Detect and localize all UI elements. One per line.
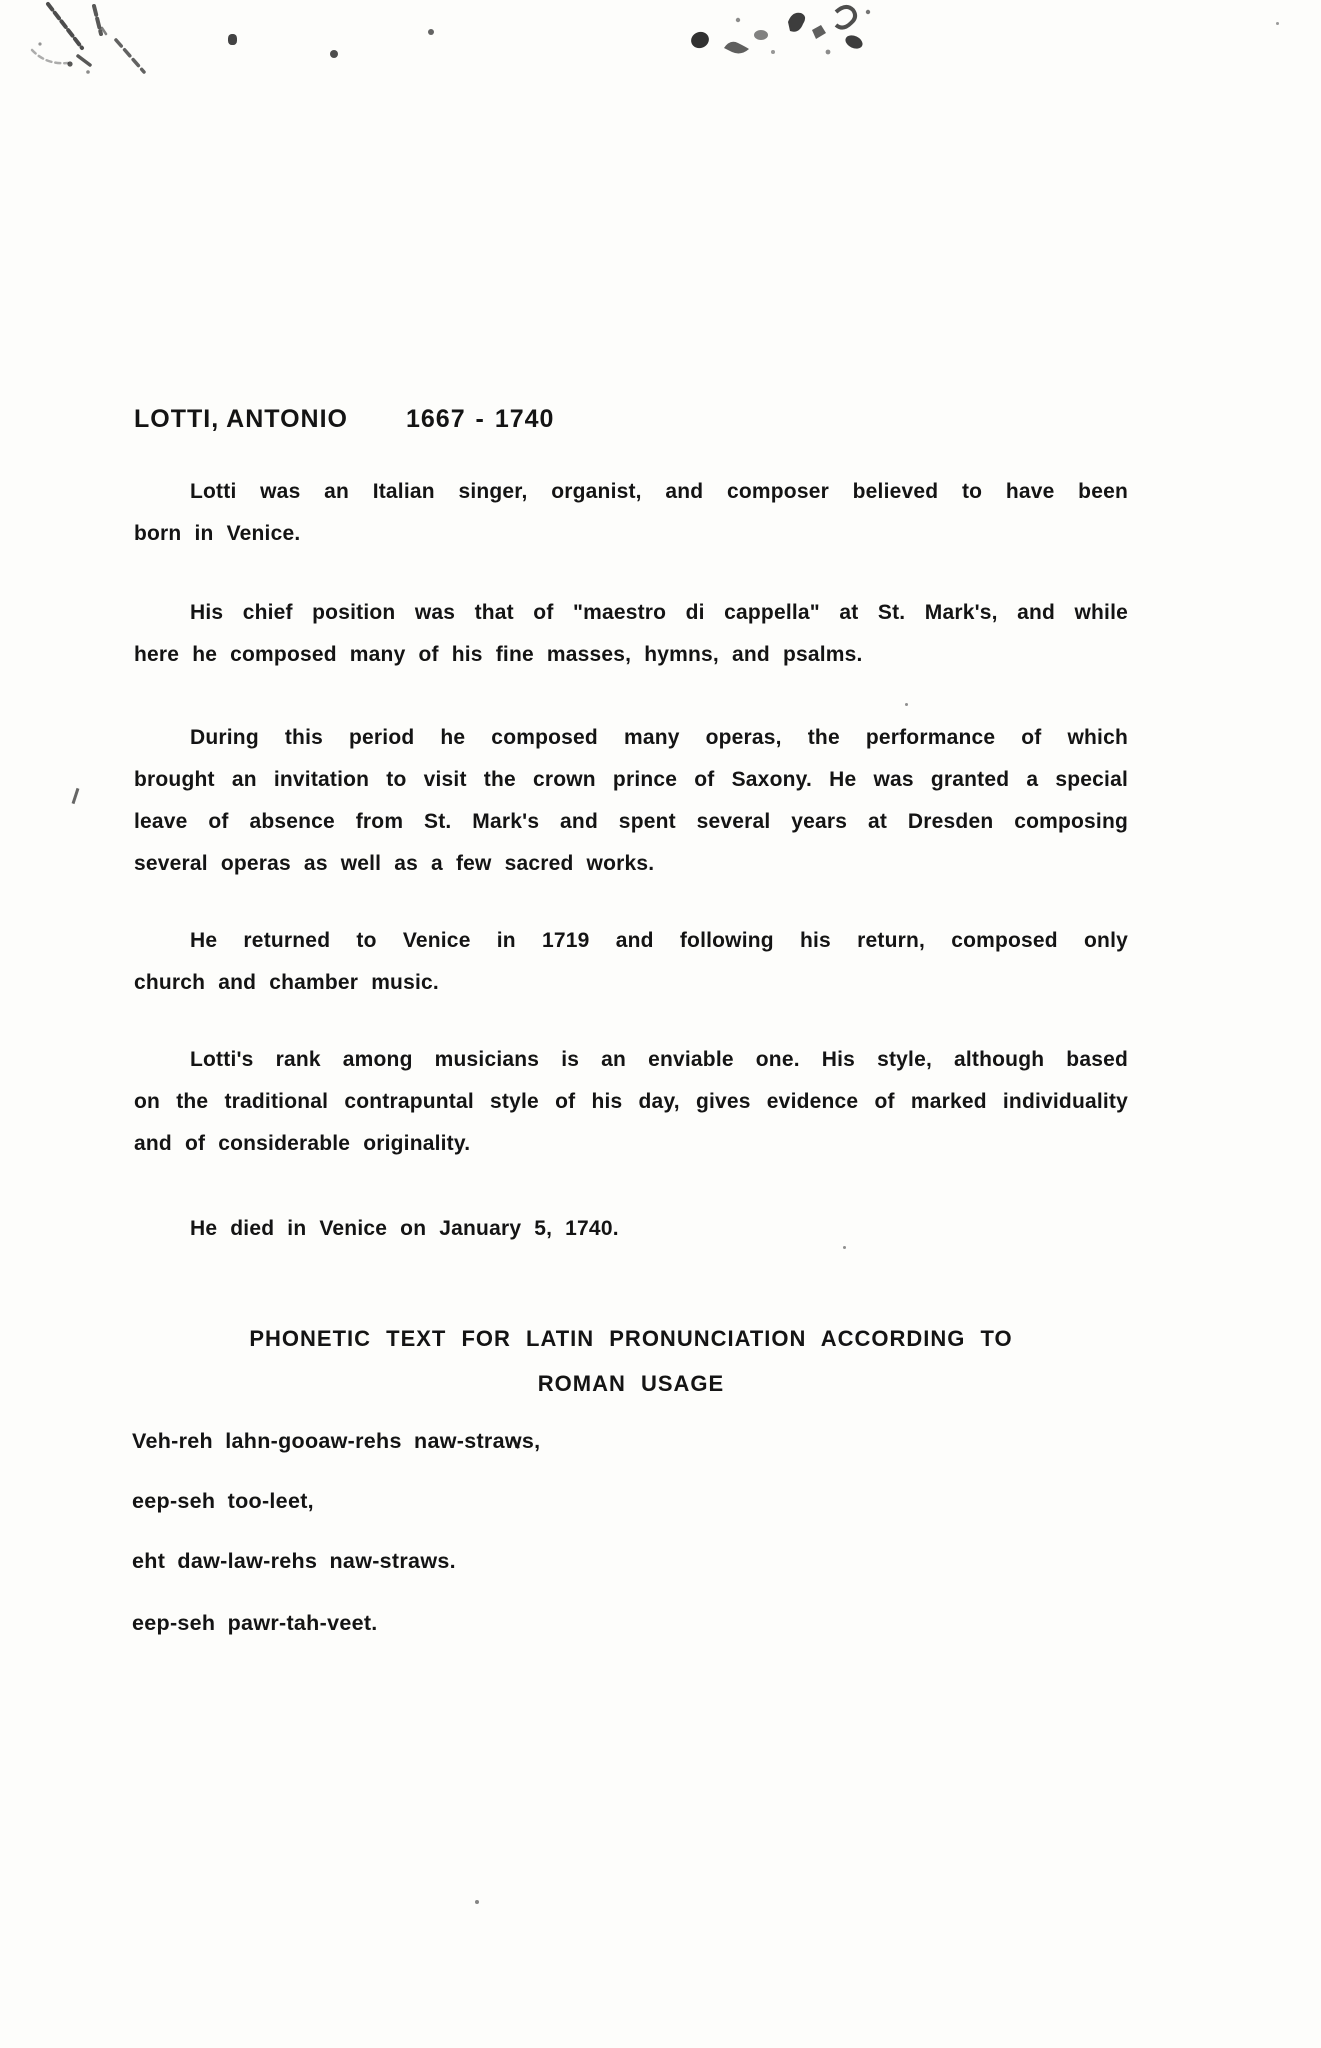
composer-dates: 1667 - 1740 [406,405,555,433]
text-line: and of considerable originality. [134,1132,471,1155]
composer-name: LOTTI, ANTONIO [134,405,348,433]
composer-heading [134,402,1128,440]
heading-line: ROMAN USAGE [537,1371,725,1396]
pencil-scribble-artifact [18,0,188,82]
text-line: Lotti's rank among musicians is an enviable one. His style, although based [190,1048,1128,1071]
phonetic-line: eep-seh pawr-tah-veet. [132,1611,378,1635]
speck-artifact [905,703,908,706]
text-line: here he composed many of his fine masses, hymns, and psalms. [134,643,863,666]
ink-spot-artifact [228,34,237,45]
paragraph-death [134,1208,1128,1250]
text-line: on the traditional contrapuntal style of his day, gives evidence of marked individuality [134,1090,1128,1113]
ink-smudge-artifact [668,0,880,62]
phonetic-line: Veh-reh lahn-gooaw-rehs naw-straws, [132,1429,541,1453]
ink-spot-artifact [330,50,338,58]
text-line: His chief position was that of "maestro di cappella" at St. Mark's, and while [190,601,1128,624]
speck-artifact [475,1900,479,1904]
text-line: During this period he composed many operas, the performance of which [190,726,1128,749]
text-line: He returned to Venice in 1719 and following his return, composed only [190,929,1128,952]
text-line: church and chamber music. [134,971,439,994]
paragraph-position [134,592,1128,676]
text-line: several operas as well as a few sacred works. [134,852,655,875]
paragraph-style [134,1039,1128,1165]
phonetic-line: eep-seh too-leet, [132,1489,314,1513]
stray-slash-artifact [72,788,80,804]
text-line: leave of absence from St. Mark's and spent several years at Dresden composing [134,810,1128,833]
text-line: He died in Venice on January 5, 1740. [190,1217,619,1240]
paragraph-operas [134,717,1128,885]
speck-artifact [1276,22,1279,25]
heading-line: PHONETIC TEXT FOR LATIN PRONUNCIATION ACCORDING TO [249,1326,1013,1351]
phonetic-line: eht daw-law-rehs naw-straws. [132,1549,456,1573]
paragraph-return [134,920,1128,1004]
text-line: brought an invitation to visit the crown prince of Saxony. He was granted a special [134,768,1128,791]
ink-spot-artifact [428,29,434,35]
text-line: born in Venice. [134,522,301,545]
paragraph-birth [134,471,1128,555]
text-line: Lotti was an Italian singer, organist, and composer believed to have been [190,480,1128,503]
phonetic-section-heading [134,1316,1128,1406]
